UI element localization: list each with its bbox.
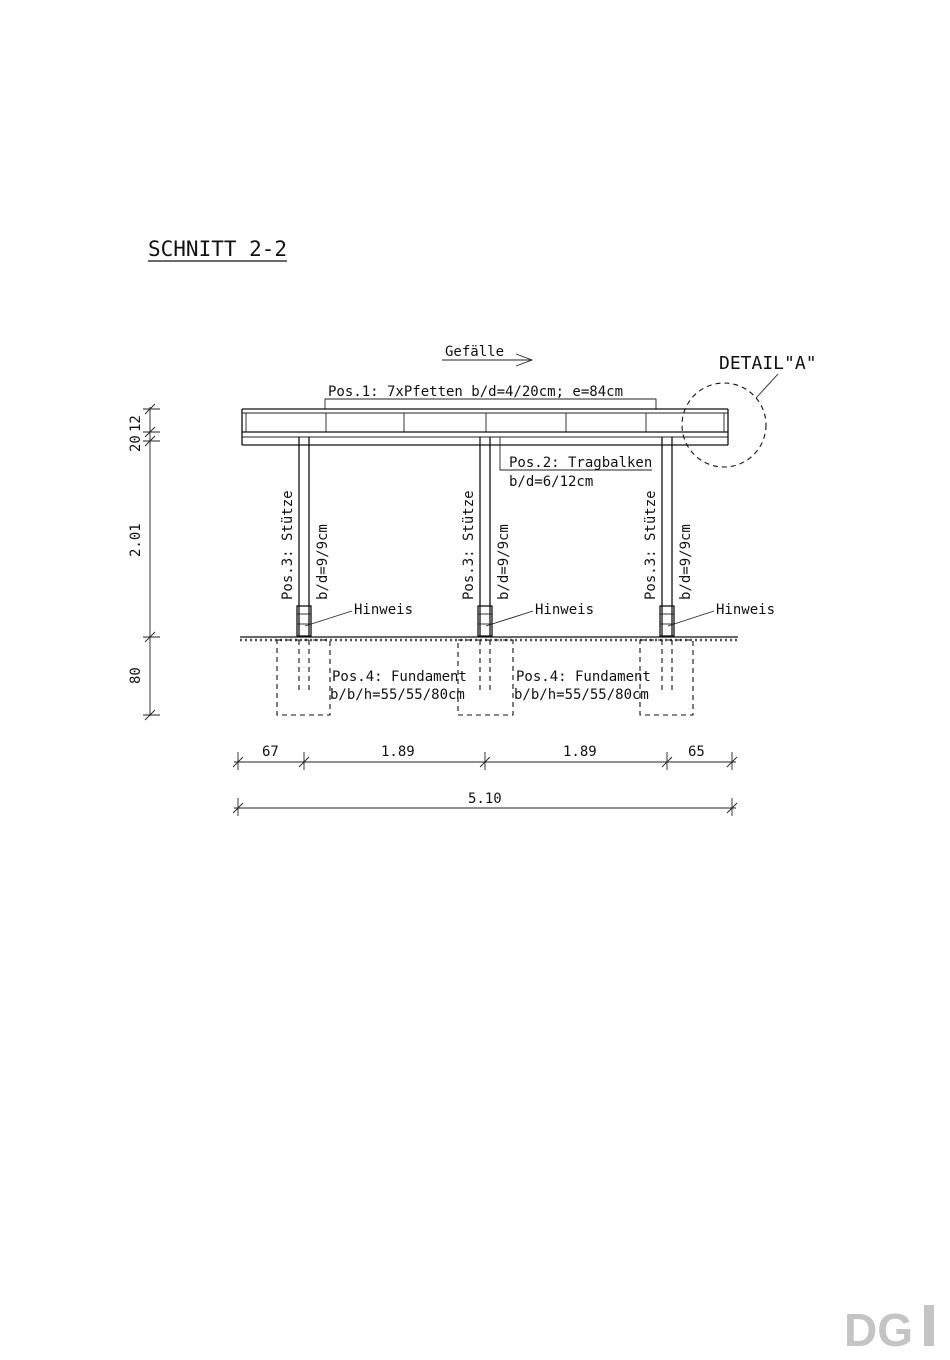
column-left [297,437,311,636]
column-middle-size: b/d=9/9cm [496,524,512,600]
vdim-20: 20 [128,435,144,452]
foundation-label-1-line1: Pos.4: Fundament [332,669,467,685]
hdim-1-89-b: 1.89 [563,744,597,760]
hdim-1-89-a: 1.89 [381,744,415,760]
column-middle-label: Pos.3: Stütze [461,490,477,600]
svg-text:DG: DG [844,1304,913,1356]
svg-text:VERBUND: VERBUND [927,1313,933,1343]
column-right-label: Pos.3: Stütze [643,490,659,600]
column-middle [478,437,492,636]
foundation-label-2-line2: b/b/h=55/55/80cm [514,687,649,703]
beam-label-line2: b/d=6/12cm [509,474,594,490]
purlin-label: Pos.1: 7xPfetten b/d=4/20cm; e=84cm [328,384,624,400]
vertical-dimension-chain [143,404,160,720]
foundation-label-2-line1: Pos.4: Fundament [516,669,651,685]
purlin-leader [325,399,656,409]
column-left-size: b/d=9/9cm [315,524,331,600]
slope-label: Gefälle [445,344,505,360]
detail-a-label: DETAIL"A" [719,353,817,374]
column-right-size: b/d=9/9cm [678,524,694,600]
column-left-label: Pos.3: Stütze [280,490,296,600]
foundation-label-1-line2: b/b/h=55/55/80cm [330,687,465,703]
foundation-left [277,640,330,715]
detail-a-leader [756,374,778,398]
note-middle: Hinweis [535,602,595,618]
dg-logo [844,1304,934,1356]
note-left: Hinweis [354,602,414,618]
note-leader-left [305,611,352,626]
beam-label-line1: Pos.2: Tragbalken [509,455,653,471]
note-leader-middle [486,611,533,626]
vdim-2-01: 2.01 [128,523,144,557]
hdim-65: 65 [688,744,705,760]
vdim-80: 80 [128,667,144,684]
column-right [660,437,674,636]
drawing-title: SCHNITT 2-2 [148,237,288,261]
horizontal-dimension-chain [233,752,737,770]
note-leader-right [668,611,714,626]
roof-assembly [242,409,728,445]
total-dim-label: 5.10 [468,791,502,807]
note-right: Hinweis [716,602,776,618]
vdim-12: 12 [128,415,144,432]
hdim-67: 67 [262,744,279,760]
